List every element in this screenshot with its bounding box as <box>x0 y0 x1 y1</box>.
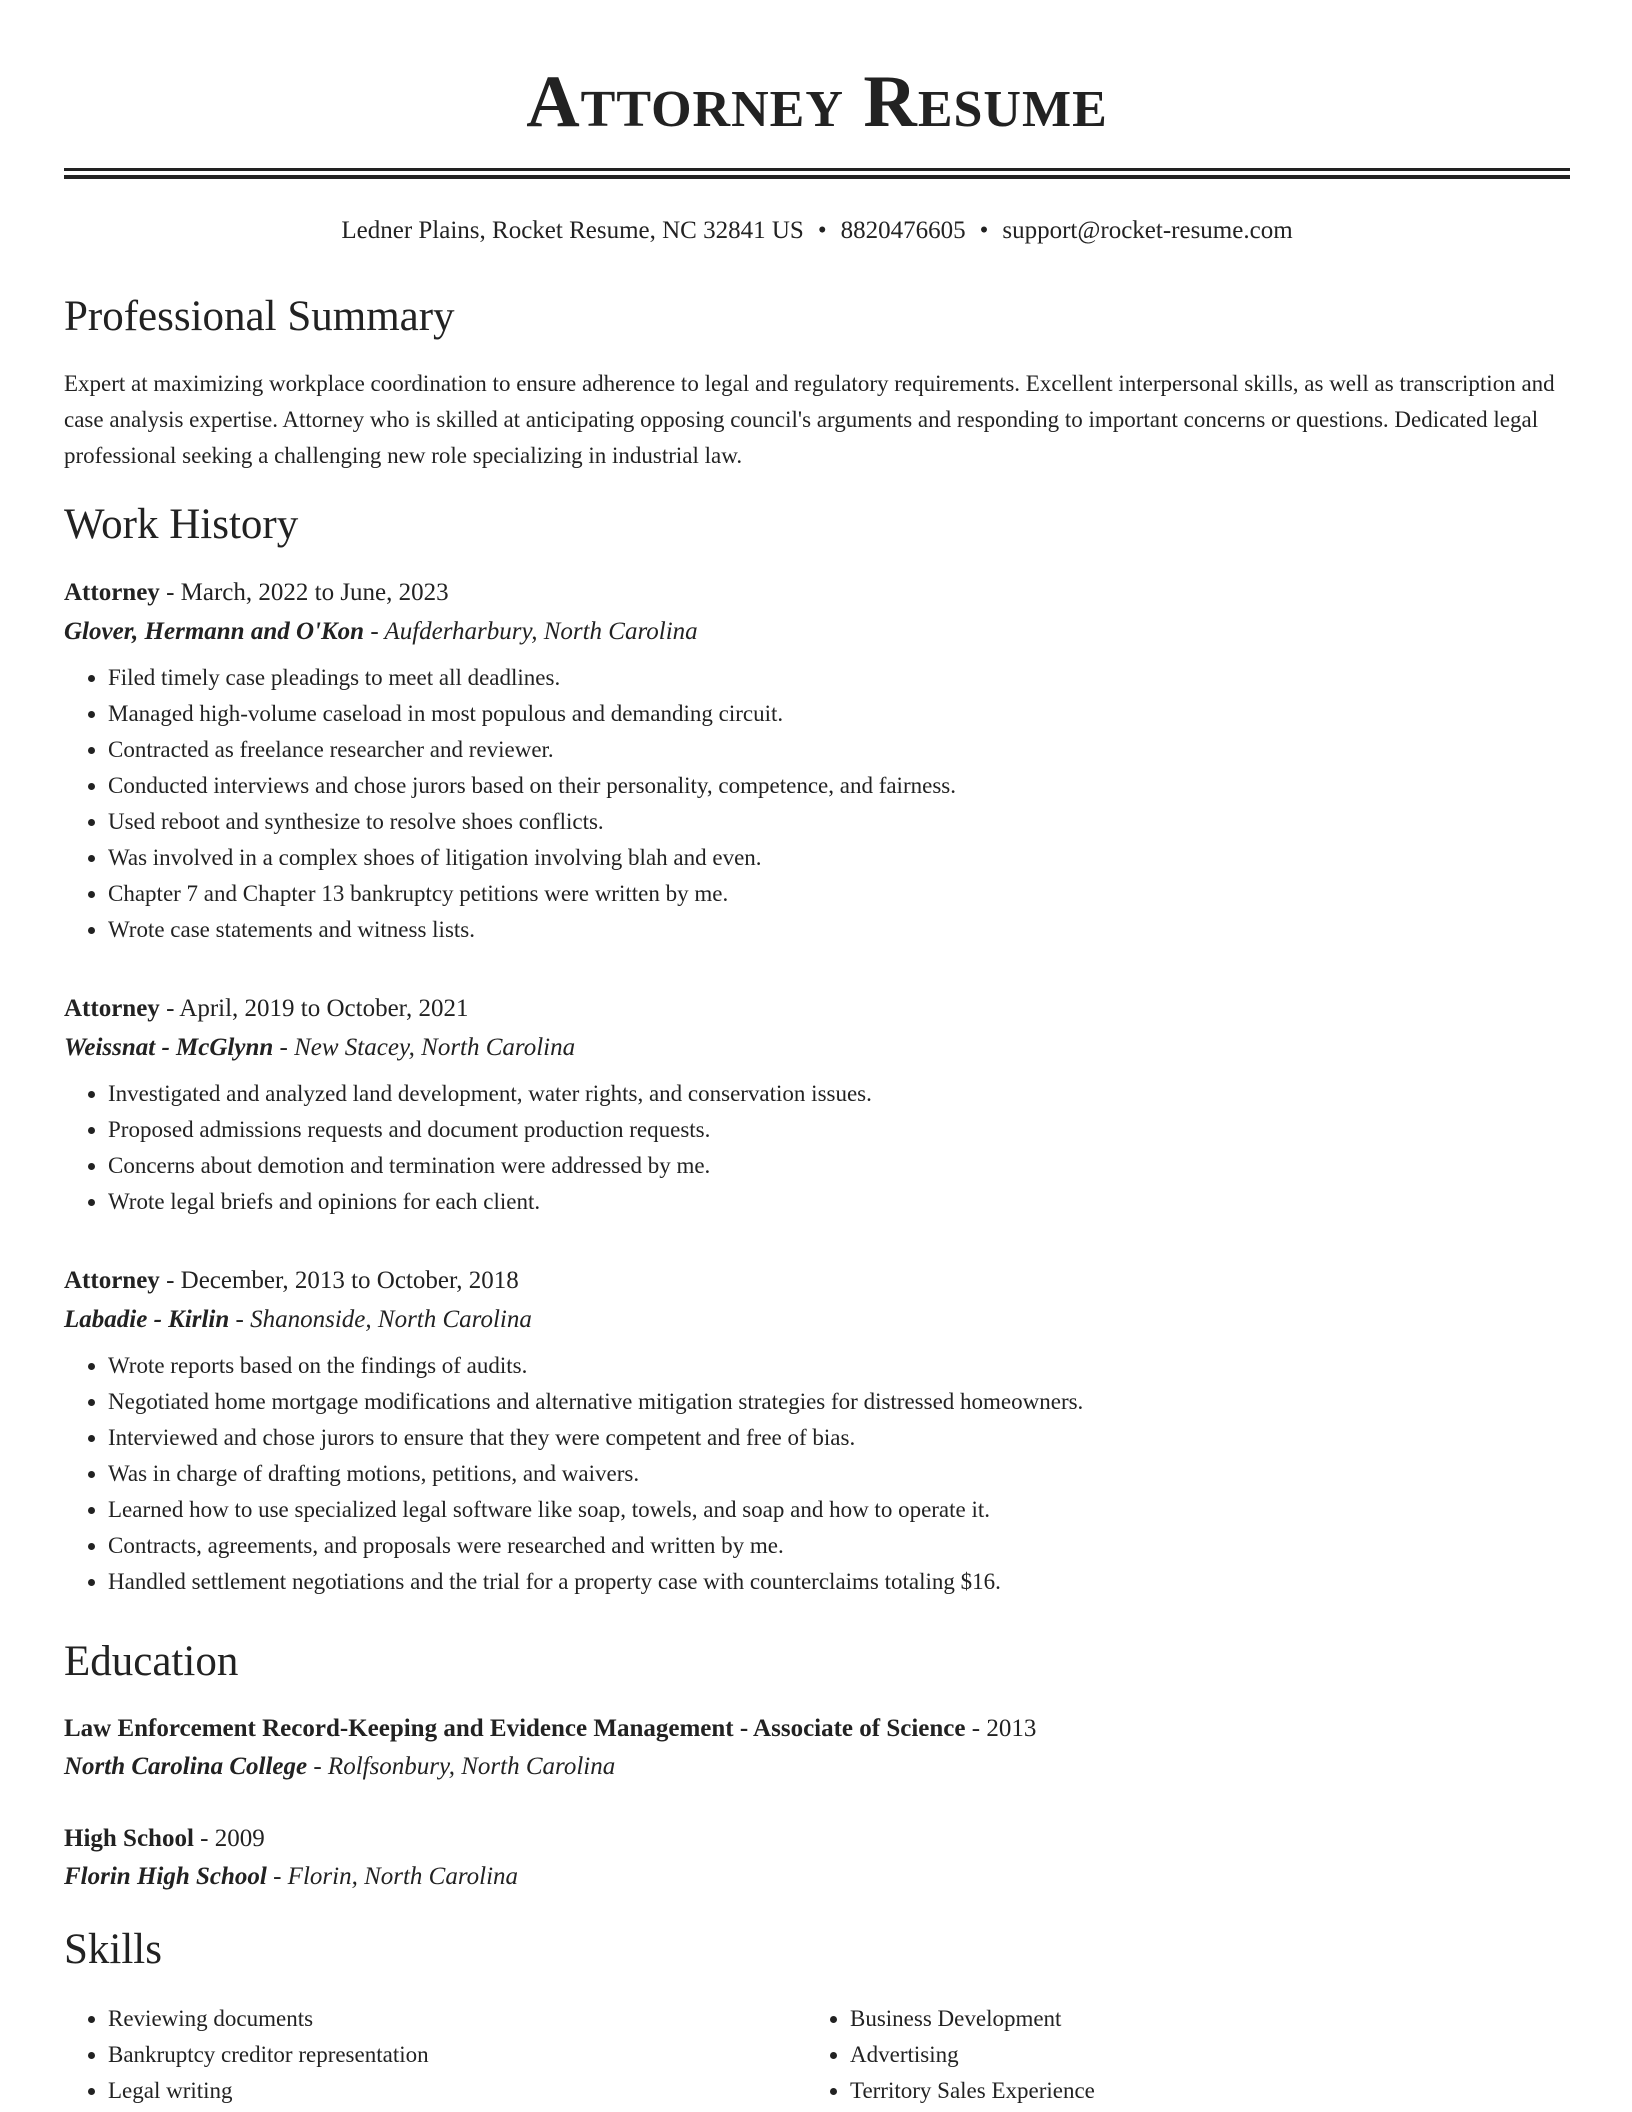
education-year: - 2009 <box>193 1825 265 1852</box>
resume-page <box>64 0 1570 2103</box>
education-school-line <box>64 1858 1570 1896</box>
job-title: Attorney <box>64 1267 160 1294</box>
job-company: Glover, Hermann and O'Kon <box>64 618 365 645</box>
job-location: - Aufderharbury, North Carolina <box>364 618 698 645</box>
list-item: • Concerns about demotion and termination were addressed by me. <box>108 1148 1570 1184</box>
job-title-line <box>64 1262 1570 1300</box>
job-location: - New Stacey, North Carolina <box>273 1034 576 1061</box>
education-heading: Education <box>64 1638 239 1685</box>
list-item: • Wrote legal briefs and opinions for each client. <box>108 1184 1570 1220</box>
job-duties-list <box>64 1076 1570 1220</box>
contact-phone: 8820476605 <box>840 217 966 244</box>
list-item: • Handled settlement negotiations and the trial for a property case with counterclaims totaling $16. <box>108 1564 1570 1600</box>
education-year: - 2013 <box>965 1715 1037 1742</box>
job-duties-list <box>64 1348 1570 1600</box>
job-entry <box>64 574 1570 948</box>
job-dates: - April, 2019 to October, 2021 <box>159 995 469 1022</box>
skills-lists <box>64 2001 1570 2109</box>
skill-item: • Business Development <box>850 2001 1548 2037</box>
job-title-line <box>64 990 1570 1028</box>
skill-item: • Advertising <box>850 2037 1548 2073</box>
skills-heading: Skills <box>64 1926 162 1973</box>
education-entry <box>64 1820 1570 1896</box>
contact-email: support@rocket-resume.com <box>1002 217 1293 244</box>
skill-item: • Territory Sales Experience <box>850 2073 1548 2109</box>
list-item: • Conducted interviews and chose jurors based on their personality, competence, and fairness. <box>108 768 1570 804</box>
skills-list-right <box>806 2001 1548 2109</box>
education-entry <box>64 1710 1570 1786</box>
job-company-line <box>64 612 1570 652</box>
education-location: - Rolfsonbury, North Carolina <box>307 1753 616 1780</box>
skill-item: • Reviewing documents <box>108 2001 806 2037</box>
contact-separator: • <box>979 217 989 244</box>
job-company: Weissnat - McGlynn <box>64 1034 274 1061</box>
job-entry <box>64 1262 1570 1600</box>
list-item: • Was involved in a complex shoes of litigation involving blah and even. <box>108 840 1570 876</box>
job-title: Attorney <box>64 579 160 606</box>
summary-heading: Professional Summary <box>64 293 455 340</box>
contact-address: Ledner Plains, Rocket Resume, NC 32841 US <box>341 217 804 244</box>
list-item: • Interviewed and chose jurors to ensure that they were competent and free of bias. <box>108 1420 1570 1456</box>
job-dates: - December, 2013 to October, 2018 <box>159 1267 519 1294</box>
job-title-line <box>64 574 1570 612</box>
list-item: • Was in charge of drafting motions, petitions, and waivers. <box>108 1456 1570 1492</box>
job-company-line <box>64 1300 1570 1340</box>
education-degree-line <box>64 1710 1570 1748</box>
list-item: • Used reboot and synthesize to resolve shoes conflicts. <box>108 804 1570 840</box>
skill-item: • Legal writing <box>108 2073 806 2109</box>
skills-list-left <box>64 2001 806 2109</box>
contact-line <box>64 216 1570 246</box>
title-divider-top <box>64 168 1570 171</box>
education-degree: Law Enforcement Record-Keeping and Evidence Management - Associate of Science <box>64 1715 966 1742</box>
list-item: • Contracted as freelance researcher and reviewer. <box>108 732 1570 768</box>
education-degree-line <box>64 1820 1570 1858</box>
list-item: • Proposed admissions requests and document production requests. <box>108 1112 1570 1148</box>
list-item: • Wrote reports based on the findings of audits. <box>108 1348 1570 1384</box>
resume-title: Attorney Resume <box>526 61 1108 143</box>
job-company: Labadie - Kirlin <box>64 1306 230 1333</box>
contact-separator: • <box>817 217 827 244</box>
job-location: - Shanonside, North Carolina <box>229 1306 532 1333</box>
list-item: • Wrote case statements and witness lists. <box>108 912 1570 948</box>
education-school-line <box>64 1748 1570 1786</box>
list-item: • Investigated and analyzed land development, water rights, and conservation issues. <box>108 1076 1570 1112</box>
list-item: • Filed timely case pleadings to meet all deadlines. <box>108 660 1570 696</box>
skill-item: • Bankruptcy creditor representation <box>108 2037 806 2073</box>
list-item: • Contracts, agreements, and proposals were researched and written by me. <box>108 1528 1570 1564</box>
title-divider-bottom <box>64 175 1570 179</box>
list-item: • Managed high-volume caseload in most populous and demanding circuit. <box>108 696 1570 732</box>
work-history-heading: Work History <box>64 501 299 548</box>
list-item: • Negotiated home mortgage modifications and alternative mitigation strategies for distressed homeowners. <box>108 1384 1570 1420</box>
job-dates: - March, 2022 to June, 2023 <box>159 579 449 606</box>
job-entry <box>64 990 1570 1220</box>
job-duties-list <box>64 660 1570 948</box>
education-degree: High School <box>64 1825 194 1852</box>
education-school: North Carolina College <box>64 1753 308 1780</box>
summary-text: Expert at maximizing workplace coordination to ensure adherence to legal and regulatory requirements. Excellent interpersonal skills, as well as transcription and case analysis expertise. Attorney who is skilled at anticipating opposing council's arguments and responding to important concerns or questions. Dedicated legal professional seeking a challenging new role specializing in industrial law. <box>64 371 1555 468</box>
job-company-line <box>64 1028 1570 1068</box>
list-item: • Chapter 7 and Chapter 13 bankruptcy petitions were written by me. <box>108 876 1570 912</box>
education-school: Florin High School <box>64 1863 267 1890</box>
list-item: • Learned how to use specialized legal software like soap, towels, and soap and how to operate it. <box>108 1492 1570 1528</box>
job-title: Attorney <box>64 995 160 1022</box>
education-location: - Florin, North Carolina <box>266 1863 519 1890</box>
